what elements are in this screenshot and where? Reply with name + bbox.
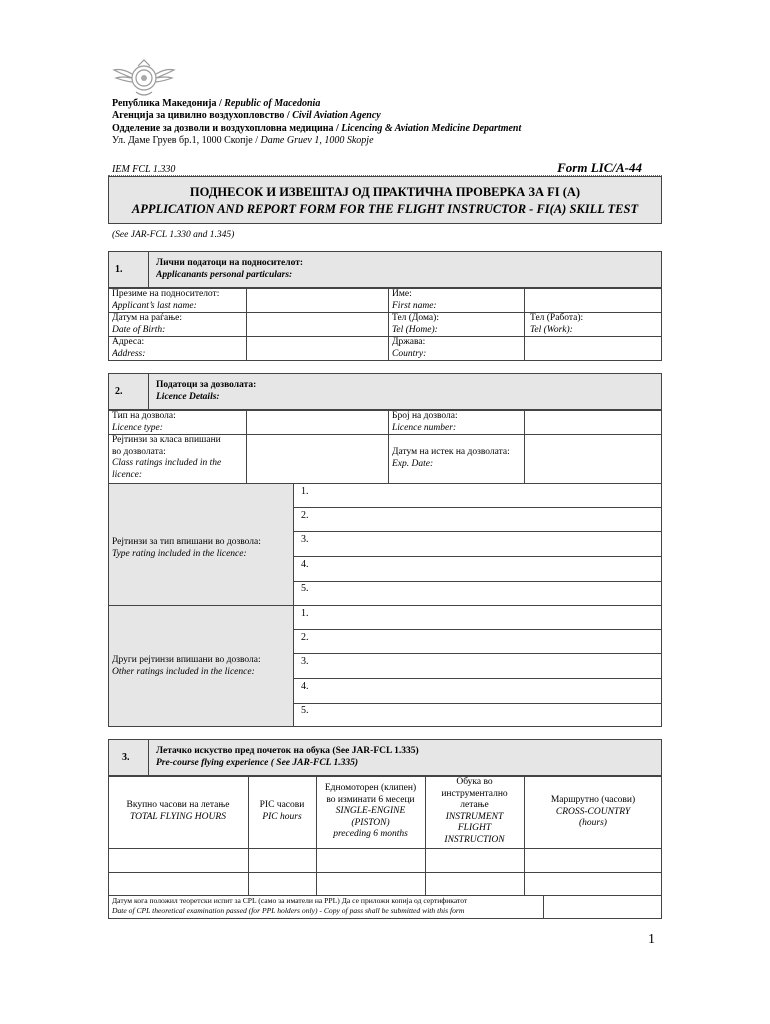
- licence-type-label-en: Licence type:: [112, 422, 163, 433]
- dob-label-mk: Датум на раѓање:: [112, 313, 182, 323]
- class-ratings-field[interactable]: [247, 435, 387, 483]
- tel-work-label-en: Tel (Work):: [530, 324, 573, 335]
- section1-number: 1.: [115, 264, 123, 275]
- page-number: 1: [648, 932, 655, 947]
- other-ratings-label-en: Other ratings included in the licence:: [112, 666, 255, 677]
- tel-work-label-mk: Тел (Работа):: [530, 313, 584, 323]
- class-ratings-label-mk1: Рејтинзи за класа впишани: [112, 435, 221, 445]
- section2-title-en: Licence Details:: [156, 391, 220, 402]
- instrument-header-en3: INSTRUCTION: [444, 834, 505, 845]
- country-label-en: Republic of Macedonia: [224, 98, 321, 109]
- exp-date-field[interactable]: [525, 435, 661, 483]
- form-title-en: APPLICATION AND REPORT FORM FOR THE FLIGHT INSTRUCTOR - FI(A) SKILL TEST: [131, 202, 639, 216]
- type-ratings-list: [293, 483, 662, 606]
- first-name-label-mk: Име:: [392, 289, 412, 299]
- cpl-exam-label-mk: Датум кога положил теоретски испит за CPL (само за иматели на PPL) Да се приложи копија од сертификатот: [112, 896, 468, 905]
- agency-address-block: [112, 98, 521, 147]
- instrument-header-en1: INSTRUMENT: [445, 811, 504, 822]
- form-code: Form LIC/A-44: [557, 160, 642, 175]
- address-label-mk: Ул. Даме Груев бр.1, 1000 Скопје /: [112, 134, 261, 146]
- section2-title-mk: Податоци за дозволата:: [156, 380, 257, 390]
- agency-label-mk: Агенција за цивилно воздухопловство /: [112, 110, 293, 122]
- class-ratings-label-en2: licence:: [112, 469, 143, 480]
- dob-field[interactable]: [247, 313, 387, 335]
- cross-country-header-en2: (hours): [579, 818, 607, 828]
- section1-title-en: Applicanants personal particulars:: [156, 269, 293, 280]
- total-hours-header-en: TOTAL FLYING HOURS: [130, 811, 226, 822]
- other-rating-row-3[interactable]: 3.: [301, 656, 309, 667]
- country-label-en-field: Country:: [392, 348, 427, 359]
- last-name-field[interactable]: [247, 289, 387, 311]
- last-name-label-en: Applicant’s last name:: [112, 300, 197, 311]
- tel-home-label-mk: Тел (Дома):: [392, 313, 439, 323]
- single-engine-header-en3: preceding 6 months: [333, 829, 408, 839]
- instrument-header-mk3: летање: [460, 800, 489, 810]
- country-label-mk: Република Македонија /: [112, 98, 225, 109]
- section2-number: 2.: [115, 386, 123, 397]
- agency-label-en: Civil Aviation Agency: [292, 110, 381, 122]
- licence-type-field[interactable]: [247, 411, 387, 433]
- instrument-field-1[interactable]: [426, 849, 523, 871]
- agency-emblem-logo: [112, 56, 176, 100]
- single-engine-header-en1: SINGLE-ENGINE: [335, 806, 406, 816]
- other-rating-row-5[interactable]: 5.: [301, 705, 309, 716]
- department-label-en: Licencing & Aviation Medicine Department: [341, 122, 522, 134]
- single-engine-header-en2: (PISTON): [351, 817, 390, 828]
- class-ratings-label-en1: Class ratings included in the: [112, 458, 222, 468]
- other-ratings-list: [293, 605, 662, 727]
- form-title-mk: ПОДНЕСОК И ИЗВЕШТАЈ ОД ПРАКТИЧНА ПРОВЕРКА ЗА FI (A): [189, 185, 581, 199]
- type-rating-row-4[interactable]: 4.: [301, 559, 309, 570]
- total-hours-header-mk: Вкупно часови на летање: [126, 800, 230, 810]
- instrument-header-mk1: Обука во: [456, 777, 493, 787]
- form-title-box: [108, 176, 662, 224]
- type-ratings-label-en: Type rating included in the licence:: [112, 548, 247, 559]
- address-label-en-field: Address:: [112, 348, 146, 359]
- type-rating-row-2[interactable]: 2.: [301, 510, 309, 521]
- class-ratings-label-mk2: во дозволата:: [112, 446, 166, 457]
- cpl-exam-date-field[interactable]: [544, 896, 661, 918]
- licence-number-label-en: Licence number:: [392, 422, 457, 433]
- address-field[interactable]: [247, 337, 387, 360]
- cross-country-header-mk: Маршрутно (часови): [550, 795, 636, 805]
- pic-hours-field-1[interactable]: [249, 849, 315, 871]
- licence-number-label-mk: Број на дозвола:: [392, 411, 458, 421]
- other-rating-row-4[interactable]: 4.: [301, 681, 309, 692]
- regulation-reference: IEM FCL 1.330: [112, 164, 176, 175]
- instrument-header-en2: FLIGHT: [457, 823, 492, 833]
- type-rating-row-1[interactable]: 1.: [301, 486, 309, 497]
- first-name-label-en: First name:: [392, 300, 437, 311]
- dob-label-en: Date of Birth:: [112, 324, 166, 335]
- single-engine-header-mk2: во изминати 6 месеци: [326, 794, 415, 805]
- last-name-label-mk: Презиме на подносителот:: [112, 289, 220, 299]
- pic-hours-header-mk: PIC часови: [259, 800, 305, 810]
- other-rating-row-1[interactable]: 1.: [301, 608, 309, 619]
- department-label-mk: Одделение за дозволи и воздухопловна медицина /: [112, 122, 342, 134]
- other-rating-row-2[interactable]: 2.: [301, 632, 309, 643]
- section3-number: 3.: [122, 752, 130, 763]
- type-ratings-label-mk: Рејтинзи за тип впишани во дозвола:: [112, 537, 261, 547]
- country-label-mk-field: Држава:: [392, 337, 426, 347]
- licence-type-label-mk: Тип на дозвола:: [112, 411, 176, 421]
- single-engine-field-1[interactable]: [317, 849, 424, 871]
- see-note: (See JAR-FCL 1.330 and 1.345): [112, 230, 235, 240]
- exp-date-label-mk: Датум на истек на дозволата:: [392, 447, 510, 457]
- section3-title-en: Pre-course flying experience ( See JAR-FCL 1.335): [156, 757, 359, 768]
- section3-title-mk: Летачко искуство пред почеток на обука (See JAR-FCL 1.335): [156, 746, 419, 756]
- cross-country-header-en1: CROSS-COUNTRY: [555, 806, 631, 817]
- cpl-exam-label-en: Date of CPL theoretical examination passed (for PPL holders only) - Copy of pass shall be submitted with this form: [112, 906, 465, 915]
- cross-country-field-1[interactable]: [525, 849, 661, 871]
- total-hours-field-1[interactable]: [109, 849, 247, 871]
- licence-number-field[interactable]: [525, 411, 661, 433]
- type-rating-row-3[interactable]: 3.: [301, 534, 309, 545]
- tel-home-label-en: Tel (Home):: [392, 324, 438, 335]
- type-rating-row-5[interactable]: 5.: [301, 583, 309, 594]
- instrument-header-mk2: инструментално: [441, 788, 508, 799]
- country-field[interactable]: [525, 337, 661, 360]
- other-ratings-label-mk: Други рејтинзи впишани во дозвола:: [112, 655, 261, 665]
- section1-title-mk: Лични податоци на подносителот:: [156, 258, 304, 268]
- address-label-mk-field: Адреса:: [112, 337, 145, 347]
- first-name-field[interactable]: [525, 289, 661, 311]
- exp-date-label-en: Exp. Date:: [392, 458, 434, 469]
- address-label-en: Dame Gruev 1, 1000 Skopje: [260, 134, 374, 146]
- single-engine-header-mk1: Едномоторен (клипен): [324, 783, 417, 793]
- pic-hours-header-en: PIC hours: [262, 811, 302, 822]
